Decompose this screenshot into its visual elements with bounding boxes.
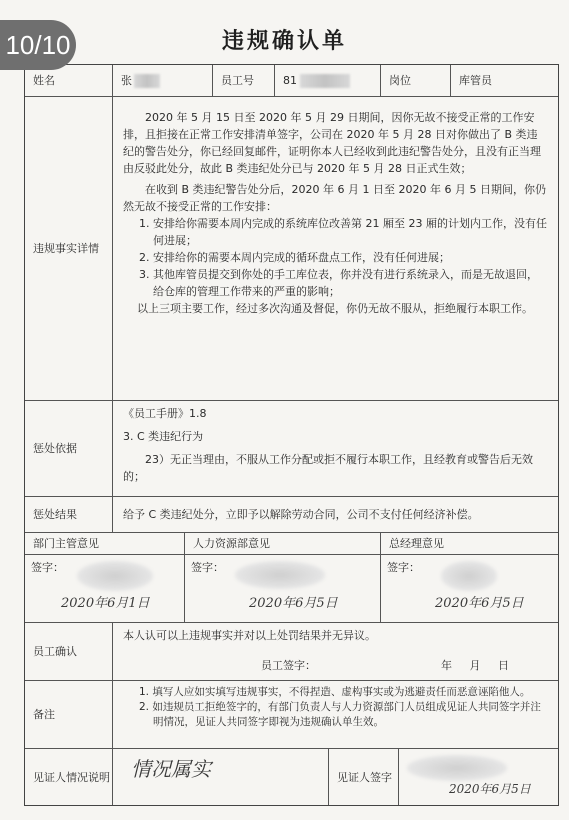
gm-sign-date: 2020年6月5日	[435, 596, 524, 611]
witness-signature-cell	[399, 749, 558, 805]
hr-opinion-label: 人力资源部意见	[185, 533, 381, 555]
basis-line-2: 3. C 类违纪行为	[123, 430, 204, 443]
name-redaction	[134, 74, 160, 88]
facts-paragraph-1: 2020 年 5 月 15 日至 2020 年 5 月 29 日期间，因你无故不接受正常的工作安排，且拒接在正常工作安排清单签字，公司在 2020 年 5 月 28 日对你做出了 B 类违纪的警告处分，你已经回复邮件，证明你本人已经收到此违纪警告处分，且没有正当理由反驳此处分，故此 B 类违纪处分已与 2020 年 5 月 28 日正式生效；	[123, 111, 541, 175]
witness-label: 见证人情况说明	[25, 749, 113, 805]
hr-signature-cell	[185, 555, 381, 623]
basis-content	[113, 401, 558, 497]
employee-id-value	[275, 65, 381, 97]
post-value: 库管员	[451, 65, 558, 97]
witness-sign-label: 见证人签字	[329, 749, 399, 805]
name-text: 张	[121, 74, 132, 87]
violation-form	[24, 64, 559, 806]
dept-signature-cell	[25, 555, 185, 623]
notes-item-2: 2. 如违规员工拒绝签字的，有部门负责人与人力资源部门人员组成见证人共同签字并注明情况，见证人共同签字即视为违规确认单生效。	[139, 701, 541, 728]
result-label: 惩处结果	[25, 497, 113, 533]
employee-id-redaction	[300, 74, 350, 88]
name-label: 姓名	[25, 65, 113, 97]
post-label: 岗位	[381, 65, 451, 97]
hr-sign-date: 2020年6月5日	[249, 596, 338, 611]
facts-content	[113, 97, 558, 401]
employee-sign-date: 年 月 日	[441, 659, 509, 672]
dept-sign-date: 2020年6月1日	[61, 596, 150, 611]
employee-id-text: 81	[283, 74, 297, 87]
notes-item-1: 1. 填写人应如实填写违规事实，不得捏造、虚构事实或为逃避责任而恶意诬陷他人。	[139, 686, 531, 698]
confirm-text: 本人认可以上违规事实并对以上处罚结果并无异议。	[123, 629, 376, 642]
witness-sign-date: 2020年6月5日	[449, 782, 531, 796]
notes-content	[113, 681, 558, 749]
witness-signature-redaction	[407, 755, 507, 781]
facts-paragraph-2: 在收到 B 类违纪警告处分后，2020 年 6 月 1 日至 2020 年 6 月 5 日期间，你仍然无故不接受正常的工作安排：	[123, 183, 546, 213]
facts-label: 违规事实详情	[25, 97, 113, 401]
facts-item-1: 1. 安排给你需要本周内完成的系统库位改善第 21 厢至 23 厢的计划内工作，没有任何进展；	[139, 217, 547, 247]
name-value	[113, 65, 213, 97]
gm-signature-cell	[381, 555, 558, 623]
facts-item-2: 2. 安排给你的需要本周内完成的循环盘点工作，没有任何进展；	[139, 251, 450, 264]
employee-sign-label: 员工签字：	[261, 659, 316, 672]
dept-signature-redaction	[77, 561, 153, 591]
basis-line-1: 《员工手册》1.8	[123, 407, 207, 420]
hr-signature-redaction	[235, 561, 325, 589]
dept-opinion-label: 部门主管意见	[25, 533, 185, 555]
basis-label: 惩处依据	[25, 401, 113, 497]
gm-signature-redaction	[441, 561, 497, 591]
notes-label: 备注	[25, 681, 113, 749]
witness-note-cell	[113, 749, 329, 805]
facts-item-3: 3. 其他库管员提交到你处的手工库位表，你并没有进行系统录入，而是无故退回，给仓库的管理工作带来的严重的影响；	[139, 268, 538, 298]
employee-id-label: 员工号	[213, 65, 275, 97]
basis-line-3: 23）无正当理由，不服从工作分配或拒不履行本职工作，且经教育或警告后无效的；	[123, 453, 533, 483]
confirm-content	[113, 623, 558, 681]
hr-sign-label: 签字：	[191, 561, 224, 574]
facts-paragraph-3: 以上三项主要工作，经过多次沟通及督促，你仍无故不服从，拒绝履行本职工作。	[137, 302, 533, 315]
page-counter-badge: 10/10	[0, 20, 76, 70]
dept-sign-label: 签字：	[31, 561, 64, 574]
result-text: 给予 C 类违纪处分，立即予以解除劳动合同，公司不支付任何经济补偿。	[113, 497, 558, 533]
document-title: 违规确认单	[221, 29, 347, 54]
witness-handwritten-note: 情况属实	[131, 757, 211, 781]
gm-opinion-label: 总经理意见	[381, 533, 558, 555]
gm-sign-label: 签字：	[387, 561, 420, 574]
confirm-label: 员工确认	[25, 623, 113, 681]
